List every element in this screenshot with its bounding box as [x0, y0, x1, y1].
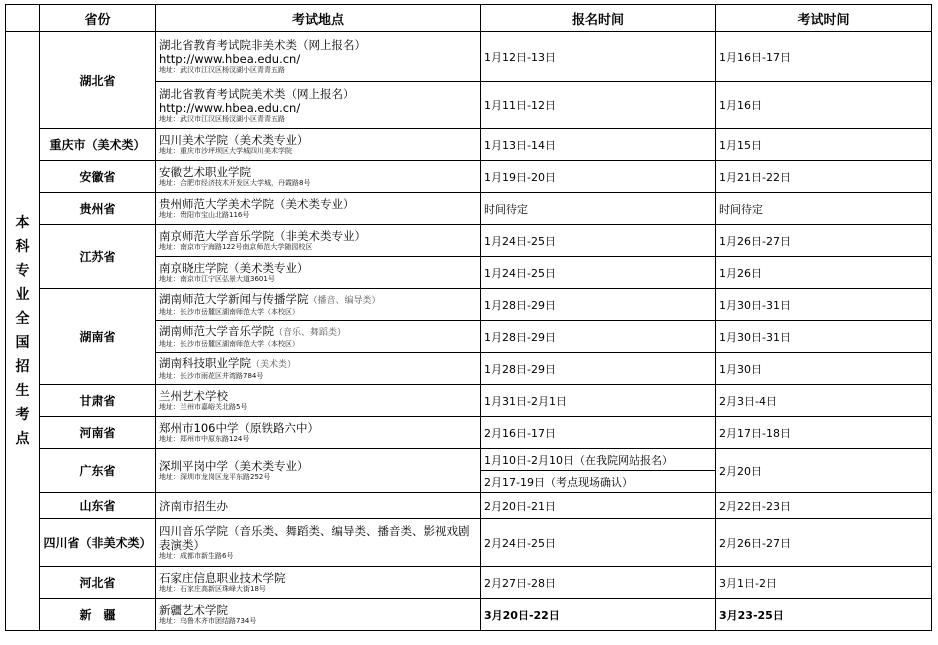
site-name: 石家庄信息职业技术学院	[159, 571, 286, 585]
site-address: 地址：南京市宁海路122号南京师范大学随园校区	[159, 243, 313, 251]
table-row	[6, 289, 932, 321]
site-address: 地址：郑州市中原东路124号	[159, 435, 250, 443]
site-address: 地址：贵阳市宝山北路116号	[159, 211, 250, 219]
site-note: （美术类）	[251, 360, 297, 370]
site-cell	[156, 353, 481, 385]
exam-cell: 时间待定	[716, 193, 932, 225]
register-cell: 3月20日-22日	[481, 599, 716, 631]
site-name: 湖北省教育考试院美术类（网上报名）	[159, 86, 355, 101]
site-cell	[156, 161, 481, 193]
table-row	[6, 193, 932, 225]
exam-cell: 3月23-25日	[716, 599, 932, 631]
province-cell: 甘肃省	[40, 385, 156, 417]
exam-cell: 2月3日-4日	[716, 385, 932, 417]
site-address: 地址：武汉市江汉区杨汊湖小区青青五路	[159, 66, 285, 74]
site-cell	[156, 599, 481, 631]
register-cell: 2月20日-21日	[481, 493, 716, 519]
site-cell	[156, 193, 481, 225]
site-name: 贵州师范大学美术学院（美术类专业）	[159, 197, 355, 211]
register-cell: 1月28日-29日	[481, 321, 716, 353]
site-address: 地址：深圳市龙岗区龙平东路252号	[159, 473, 271, 481]
exam-cell: 1月30日	[716, 353, 932, 385]
site-address: 地址：长沙市岳麓区湖南师范大学（本校区）	[159, 340, 299, 348]
site-address: 地址：合肥市经济技术开发区大学城，丹霞路8号	[159, 179, 311, 187]
register-cell: 2月17-19日（考点现场确认）	[481, 471, 716, 493]
site-address: 地址：长沙市雨花区井湾路784号	[159, 372, 264, 380]
site-note: （音乐、舞蹈类）	[274, 328, 347, 338]
exam-cell: 1月21日-22日	[716, 161, 932, 193]
province-cell: 安徽省	[40, 161, 156, 193]
province-cell: 重庆市（美术类）	[40, 129, 156, 161]
header-register: 报名时间	[481, 5, 716, 32]
site-cell	[156, 32, 481, 82]
register-cell: 1月28日-29日	[481, 353, 716, 385]
site-name: 兰州艺术学校	[159, 389, 228, 403]
side-title-cell	[6, 32, 40, 631]
table-row	[6, 32, 932, 82]
register-cell: 1月31日-2月1日	[481, 385, 716, 417]
exam-schedule-table	[5, 4, 932, 631]
province-cell: 新 疆	[40, 599, 156, 631]
register-cell: 1月13日-14日	[481, 129, 716, 161]
site-name: 湖北省教育考试院非美术类（网上报名）	[159, 38, 366, 52]
table-row	[6, 161, 932, 193]
exam-cell: 1月26日	[716, 257, 932, 289]
site-cell	[156, 225, 481, 257]
site-cell	[156, 385, 481, 417]
exam-cell: 1月30日-31日	[716, 289, 932, 321]
site-note: （播音、编导类）	[308, 296, 381, 306]
site-address: 地址：武汉市江汉区杨汊湖小区青青五路	[159, 114, 285, 123]
province-cell: 贵州省	[40, 193, 156, 225]
register-cell: 1月10日-2月10日（在我院网站报名）	[481, 449, 716, 471]
table-row	[6, 567, 932, 599]
table-row	[6, 225, 932, 257]
header-site: 考试地点	[156, 5, 481, 32]
register-cell: 1月12日-13日	[481, 32, 716, 82]
site-name: 新疆艺术学院	[159, 603, 228, 617]
exam-cell: 2月20日	[716, 449, 932, 493]
site-address: 地址：石家庄高新区珠峰大街18号	[159, 585, 266, 593]
register-cell: 2月24日-25日	[481, 519, 716, 567]
table-row	[6, 519, 932, 567]
province-cell: 湖北省	[40, 32, 156, 129]
header-row	[6, 5, 932, 32]
site-name: 安徽艺术职业学院	[159, 165, 251, 179]
site-name: 济南市招生办	[159, 498, 228, 513]
header-province: 省份	[40, 5, 156, 32]
exam-cell: 2月17日-18日	[716, 417, 932, 449]
register-cell: 1月19日-20日	[481, 161, 716, 193]
site-cell	[156, 567, 481, 599]
register-cell: 1月24日-25日	[481, 225, 716, 257]
province-cell: 河南省	[40, 417, 156, 449]
site-cell	[156, 519, 481, 567]
site-cell	[156, 493, 481, 519]
table-row	[6, 449, 932, 471]
exam-cell: 1月15日	[716, 129, 932, 161]
site-name: 湖南科技职业学院	[159, 356, 251, 370]
register-cell: 1月28日-29日	[481, 289, 716, 321]
site-address: 地址：成都市新生路6号	[159, 552, 234, 560]
exam-cell: 2月22日-23日	[716, 493, 932, 519]
register-cell: 2月16日-17日	[481, 417, 716, 449]
table-row	[6, 385, 932, 417]
site-name: 湖南师范大学新闻与传播学院	[159, 292, 309, 306]
table-row	[6, 493, 932, 519]
site-url: http://www.hbea.edu.cn/	[159, 100, 301, 115]
site-address: 地址：南京市江宁区弘景大道3601号	[159, 275, 275, 283]
exam-cell: 3月1日-2日	[716, 567, 932, 599]
corner-cell	[6, 5, 40, 32]
province-cell: 河北省	[40, 567, 156, 599]
site-name: 南京师范大学音乐学院（非美术类专业）	[159, 229, 366, 243]
site-cell	[156, 257, 481, 289]
site-cell	[156, 417, 481, 449]
site-cell	[156, 449, 481, 493]
province-cell: 江苏省	[40, 225, 156, 289]
province-cell: 广东省	[40, 449, 156, 493]
site-url: http://www.hbea.edu.cn/	[159, 52, 301, 66]
table-row	[6, 417, 932, 449]
table-row	[6, 129, 932, 161]
register-cell: 时间待定	[481, 193, 716, 225]
exam-cell: 1月16日	[716, 82, 932, 129]
province-cell: 四川省（非美术类）	[40, 519, 156, 567]
table-row	[6, 599, 932, 631]
site-address: 地址：重庆市沙坪坝区大学城四川美术学院	[159, 147, 292, 155]
site-name: 四川美术学院（美术类专业）	[159, 133, 309, 147]
site-name: 四川音乐学院（音乐类、舞蹈类、编导类、播音类、影视戏剧表演类）	[159, 524, 470, 552]
site-name: 南京晓庄学院（美术类专业）	[159, 261, 309, 275]
register-cell: 1月11日-12日	[481, 82, 716, 129]
register-cell: 1月24日-25日	[481, 257, 716, 289]
site-cell	[156, 82, 481, 129]
site-cell	[156, 289, 481, 321]
exam-cell: 1月16日-17日	[716, 32, 932, 82]
site-name: 深圳平岗中学（美术类专业）	[159, 459, 309, 473]
exam-cell: 2月26日-27日	[716, 519, 932, 567]
side-title: 本 科 专 业 全 国 招 生 考 点	[15, 215, 30, 447]
site-address: 地址：兰州市嘉峪关北路5号	[159, 403, 248, 411]
site-name: 湖南师范大学音乐学院	[159, 324, 274, 338]
site-address: 地址：长沙市岳麓区湖南师范大学（本校区）	[159, 308, 299, 316]
site-address: 地址：乌鲁木齐市团结路734号	[159, 617, 257, 625]
header-exam: 考试时间	[716, 5, 932, 32]
site-name: 郑州市106中学（原铁路六中）	[159, 421, 319, 435]
exam-cell: 1月30日-31日	[716, 321, 932, 353]
register-cell: 2月27日-28日	[481, 567, 716, 599]
province-cell: 湖南省	[40, 289, 156, 385]
site-cell	[156, 321, 481, 353]
site-cell	[156, 129, 481, 161]
province-cell: 山东省	[40, 493, 156, 519]
exam-cell: 1月26日-27日	[716, 225, 932, 257]
